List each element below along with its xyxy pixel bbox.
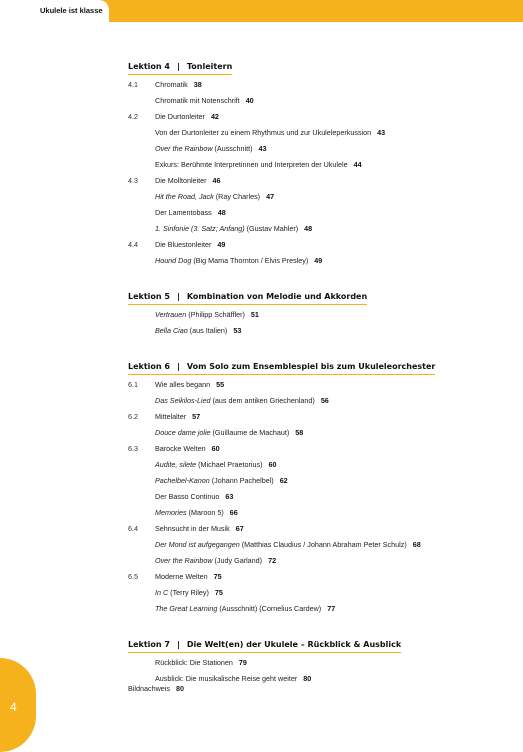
lesson-heading xyxy=(128,62,232,75)
lesson-heading xyxy=(128,640,401,653)
heading-separator: | xyxy=(176,292,180,301)
entry-text xyxy=(155,205,226,221)
entry-work-title: Over the Rainbow xyxy=(155,556,213,565)
entry-text xyxy=(155,109,219,125)
lesson-section xyxy=(128,56,508,269)
entry-title: Die Bluestonleiter xyxy=(155,240,212,249)
section-number: 4.1 xyxy=(128,80,138,89)
entry-text xyxy=(155,655,247,671)
entry-title: (aus Italien) xyxy=(187,326,228,335)
section-number: 6.4 xyxy=(128,524,138,533)
entry-text xyxy=(155,323,241,339)
lesson-title: Vom Solo zum Ensemblespiel bis zum Ukuleleorchester xyxy=(186,362,436,371)
page-number: 4 xyxy=(10,700,17,714)
entry-page-number: 75 xyxy=(213,572,222,581)
entry-work-title: Der Mond ist aufgegangen xyxy=(155,540,240,549)
toc-entry[interactable] xyxy=(128,125,508,141)
entry-title: Sehnsucht in der Musik xyxy=(155,524,230,533)
entry-page-number: 48 xyxy=(217,208,226,217)
toc-entry[interactable] xyxy=(128,553,508,569)
entry-page-number: 72 xyxy=(268,556,277,565)
running-header xyxy=(0,0,523,22)
entry-text xyxy=(155,521,244,537)
entry-page-number: 46 xyxy=(212,176,221,185)
entry-page-number: 51 xyxy=(250,310,259,319)
section-number: 4.4 xyxy=(128,240,138,249)
lesson-label: Lektion 4 xyxy=(128,62,170,71)
entry-page-number: 42 xyxy=(210,112,219,121)
entry-work-title: Memories xyxy=(155,508,187,517)
entry-work-title: Vertrauen xyxy=(155,310,187,319)
entry-text xyxy=(155,221,312,237)
entry-page-number: 43 xyxy=(258,144,267,153)
toc-entry[interactable] xyxy=(128,473,508,489)
toc-entry[interactable] xyxy=(128,457,508,473)
entry-work-title: Bella Ciao xyxy=(155,326,188,335)
book-title: Ukulele ist klasse xyxy=(0,0,109,22)
entry-title: (Guillaume de Machaut) xyxy=(210,428,290,437)
lesson-title: Tonleitern xyxy=(186,62,233,71)
entry-page-number: 49 xyxy=(314,256,323,265)
entry-page-number: 80 xyxy=(303,674,312,683)
entry-title: Der Lamentobass xyxy=(155,208,212,217)
entry-title: (Michael Praetorius) xyxy=(196,460,263,469)
entry-text xyxy=(155,537,421,553)
entry-title: Der Basso Continuo xyxy=(155,492,220,501)
entry-text xyxy=(155,237,225,253)
entry-text xyxy=(155,553,276,569)
entry-text xyxy=(155,489,233,505)
entry-text xyxy=(155,141,266,157)
entry-title: (Ray Charles) xyxy=(213,192,261,201)
toc-entry[interactable] xyxy=(128,205,508,221)
entry-title: Rückblick: Die Stationen xyxy=(155,658,233,667)
entry-title: (Johann Pachelbel) xyxy=(209,476,274,485)
toc-entry[interactable] xyxy=(128,585,508,601)
toc-entry[interactable] xyxy=(128,307,508,323)
lesson-heading xyxy=(128,292,367,305)
entry-page-number: 47 xyxy=(266,192,275,201)
toc-entry[interactable] xyxy=(128,109,508,125)
entry-page-number: 57 xyxy=(192,412,201,421)
entry-page-number: 79 xyxy=(238,658,247,667)
entry-title: (Maroon 5) xyxy=(186,508,224,517)
lesson-section xyxy=(128,286,508,339)
entry-page-number: 56 xyxy=(320,396,329,405)
heading-separator: | xyxy=(176,362,180,371)
entry-text xyxy=(155,307,259,323)
entry-work-title: 1. Sinfonie (3. Satz; Anfang) xyxy=(155,224,245,233)
toc-entry[interactable] xyxy=(128,505,508,521)
toc-entry[interactable] xyxy=(128,377,508,393)
entry-text xyxy=(155,253,322,269)
entry-page-number: 44 xyxy=(353,160,362,169)
entry-text xyxy=(155,377,224,393)
toc-entry[interactable] xyxy=(128,237,508,253)
entry-text xyxy=(155,585,223,601)
entry-work-title: Pachelbel-Kanon xyxy=(155,476,210,485)
entry-title: Chromatik mit Notenschrift xyxy=(155,96,240,105)
entry-page-number: 53 xyxy=(233,326,242,335)
section-number: 6.5 xyxy=(128,572,138,581)
entry-page-number: 67 xyxy=(235,524,244,533)
entry-page-number: 60 xyxy=(268,460,277,469)
toc-entry[interactable] xyxy=(128,157,508,173)
lesson-section xyxy=(128,356,508,617)
toc-entry[interactable] xyxy=(128,441,508,457)
entry-page-number: 49 xyxy=(217,240,226,249)
entry-text xyxy=(155,457,276,473)
section-number: 6.2 xyxy=(128,412,138,421)
entry-title: Barocke Welten xyxy=(155,444,206,453)
entry-title: (Terry Riley) xyxy=(168,588,209,597)
section-number: 4.2 xyxy=(128,112,138,121)
entry-text xyxy=(155,505,238,521)
entry-text xyxy=(155,425,303,441)
entry-work-title: Das Seikilos-Lied xyxy=(155,396,211,405)
section-number: 6.1 xyxy=(128,380,138,389)
entry-title: Wie alles begann xyxy=(155,380,211,389)
bildnachweis-page: 80 xyxy=(175,684,184,693)
entry-title: Exkurs: Berühmte Interpretinnen und Interpreten der Ukulele xyxy=(155,160,348,169)
entry-text xyxy=(155,393,329,409)
lesson-title: Die Welt(en) der Ukulele – Rückblick & Ausblick xyxy=(186,640,402,649)
entry-title: (aus dem antiken Griechenland) xyxy=(210,396,315,405)
toc-entry[interactable] xyxy=(128,323,508,339)
entry-work-title: Douce dame jolie xyxy=(155,428,211,437)
entry-title: (Ausschnitt) (Cornelius Cardew) xyxy=(217,604,322,613)
entry-text xyxy=(155,77,202,93)
entry-work-title: Audite, silete xyxy=(155,460,197,469)
entry-title: (Big Mama Thornton / Elvis Presley) xyxy=(191,256,309,265)
entry-page-number: 62 xyxy=(279,476,288,485)
toc-entry[interactable] xyxy=(128,601,508,617)
entry-text xyxy=(155,173,221,189)
entry-title: Moderne Welten xyxy=(155,572,208,581)
entry-title: (Ausschnitt) xyxy=(212,144,253,153)
toc-entry[interactable] xyxy=(128,173,508,189)
toc-entry[interactable] xyxy=(128,77,508,93)
toc-entry[interactable] xyxy=(128,409,508,425)
entry-text xyxy=(155,441,220,457)
toc-entry[interactable] xyxy=(128,221,508,237)
toc-entry[interactable] xyxy=(128,393,508,409)
entry-text xyxy=(155,125,385,141)
entry-page-number: 66 xyxy=(229,508,238,517)
toc-entry[interactable] xyxy=(128,569,508,585)
entry-text xyxy=(155,157,362,173)
lesson-label: Lektion 6 xyxy=(128,362,170,371)
entry-page-number: 75 xyxy=(214,588,223,597)
entry-text xyxy=(155,473,288,489)
entry-title: Die Molltonleiter xyxy=(155,176,207,185)
entry-work-title: In C xyxy=(155,588,169,597)
lesson-label: Lektion 7 xyxy=(128,640,170,649)
entry-text xyxy=(155,93,254,109)
heading-separator: | xyxy=(176,62,180,71)
entry-text xyxy=(155,409,200,425)
toc-entry[interactable] xyxy=(128,489,508,505)
toc-entry[interactable] xyxy=(128,189,508,205)
lesson-section xyxy=(128,634,508,687)
entry-page-number: 38 xyxy=(193,80,202,89)
table-of-contents xyxy=(128,56,508,704)
entry-title: (Matthias Claudius / Johann Abraham Peter Schulz) xyxy=(239,540,407,549)
entry-page-number: 55 xyxy=(216,380,225,389)
page-number-tab xyxy=(0,658,36,752)
lesson-label: Lektion 5 xyxy=(128,292,170,301)
entry-text xyxy=(155,189,274,205)
entry-work-title: The Great Learning xyxy=(155,604,218,613)
entry-work-title: Hound Dog xyxy=(155,256,192,265)
toc-entry[interactable] xyxy=(128,93,508,109)
entry-page-number: 40 xyxy=(245,96,254,105)
entry-page-number: 77 xyxy=(327,604,336,613)
entry-work-title: Hit the Road, Jack xyxy=(155,192,214,201)
lesson-title: Kombination von Melodie und Akkorden xyxy=(186,292,368,301)
section-number: 6.3 xyxy=(128,444,138,453)
section-number: 4.3 xyxy=(128,176,138,185)
entry-title: (Gustav Mahler) xyxy=(244,224,299,233)
toc-entry[interactable] xyxy=(128,141,508,157)
entry-title: Ausblick: Die musikalische Reise geht weiter xyxy=(155,674,298,683)
entry-page-number: 60 xyxy=(211,444,220,453)
entry-text xyxy=(155,569,222,585)
toc-entry[interactable] xyxy=(128,671,508,687)
bildnachweis-label: Bildnachweis xyxy=(128,684,170,693)
entry-title: Mittelalter xyxy=(155,412,187,421)
entry-title: Die Durtonleiter xyxy=(155,112,205,121)
entry-title: (Judy Garland) xyxy=(212,556,263,565)
toc-entry[interactable] xyxy=(128,425,508,441)
toc-entry[interactable] xyxy=(128,537,508,553)
entry-title: (Philipp Schäffler) xyxy=(186,310,245,319)
entry-title: Von der Durtonleiter zu einem Rhythmus und zur Ukuleleperkussion xyxy=(155,128,372,137)
toc-entry[interactable] xyxy=(128,521,508,537)
entry-work-title: Over the Rainbow xyxy=(155,144,213,153)
entry-text xyxy=(155,601,335,617)
entry-title: Chromatik xyxy=(155,80,188,89)
toc-entry[interactable] xyxy=(128,253,508,269)
entry-page-number: 48 xyxy=(304,224,313,233)
lesson-heading xyxy=(128,362,435,375)
entry-page-number: 58 xyxy=(295,428,304,437)
heading-separator: | xyxy=(176,640,180,649)
toc-entry[interactable] xyxy=(128,655,508,671)
entry-page-number: 68 xyxy=(412,540,421,549)
entry-page-number: 63 xyxy=(225,492,234,501)
entry-page-number: 43 xyxy=(377,128,386,137)
bildnachweis-entry[interactable] xyxy=(128,681,184,697)
